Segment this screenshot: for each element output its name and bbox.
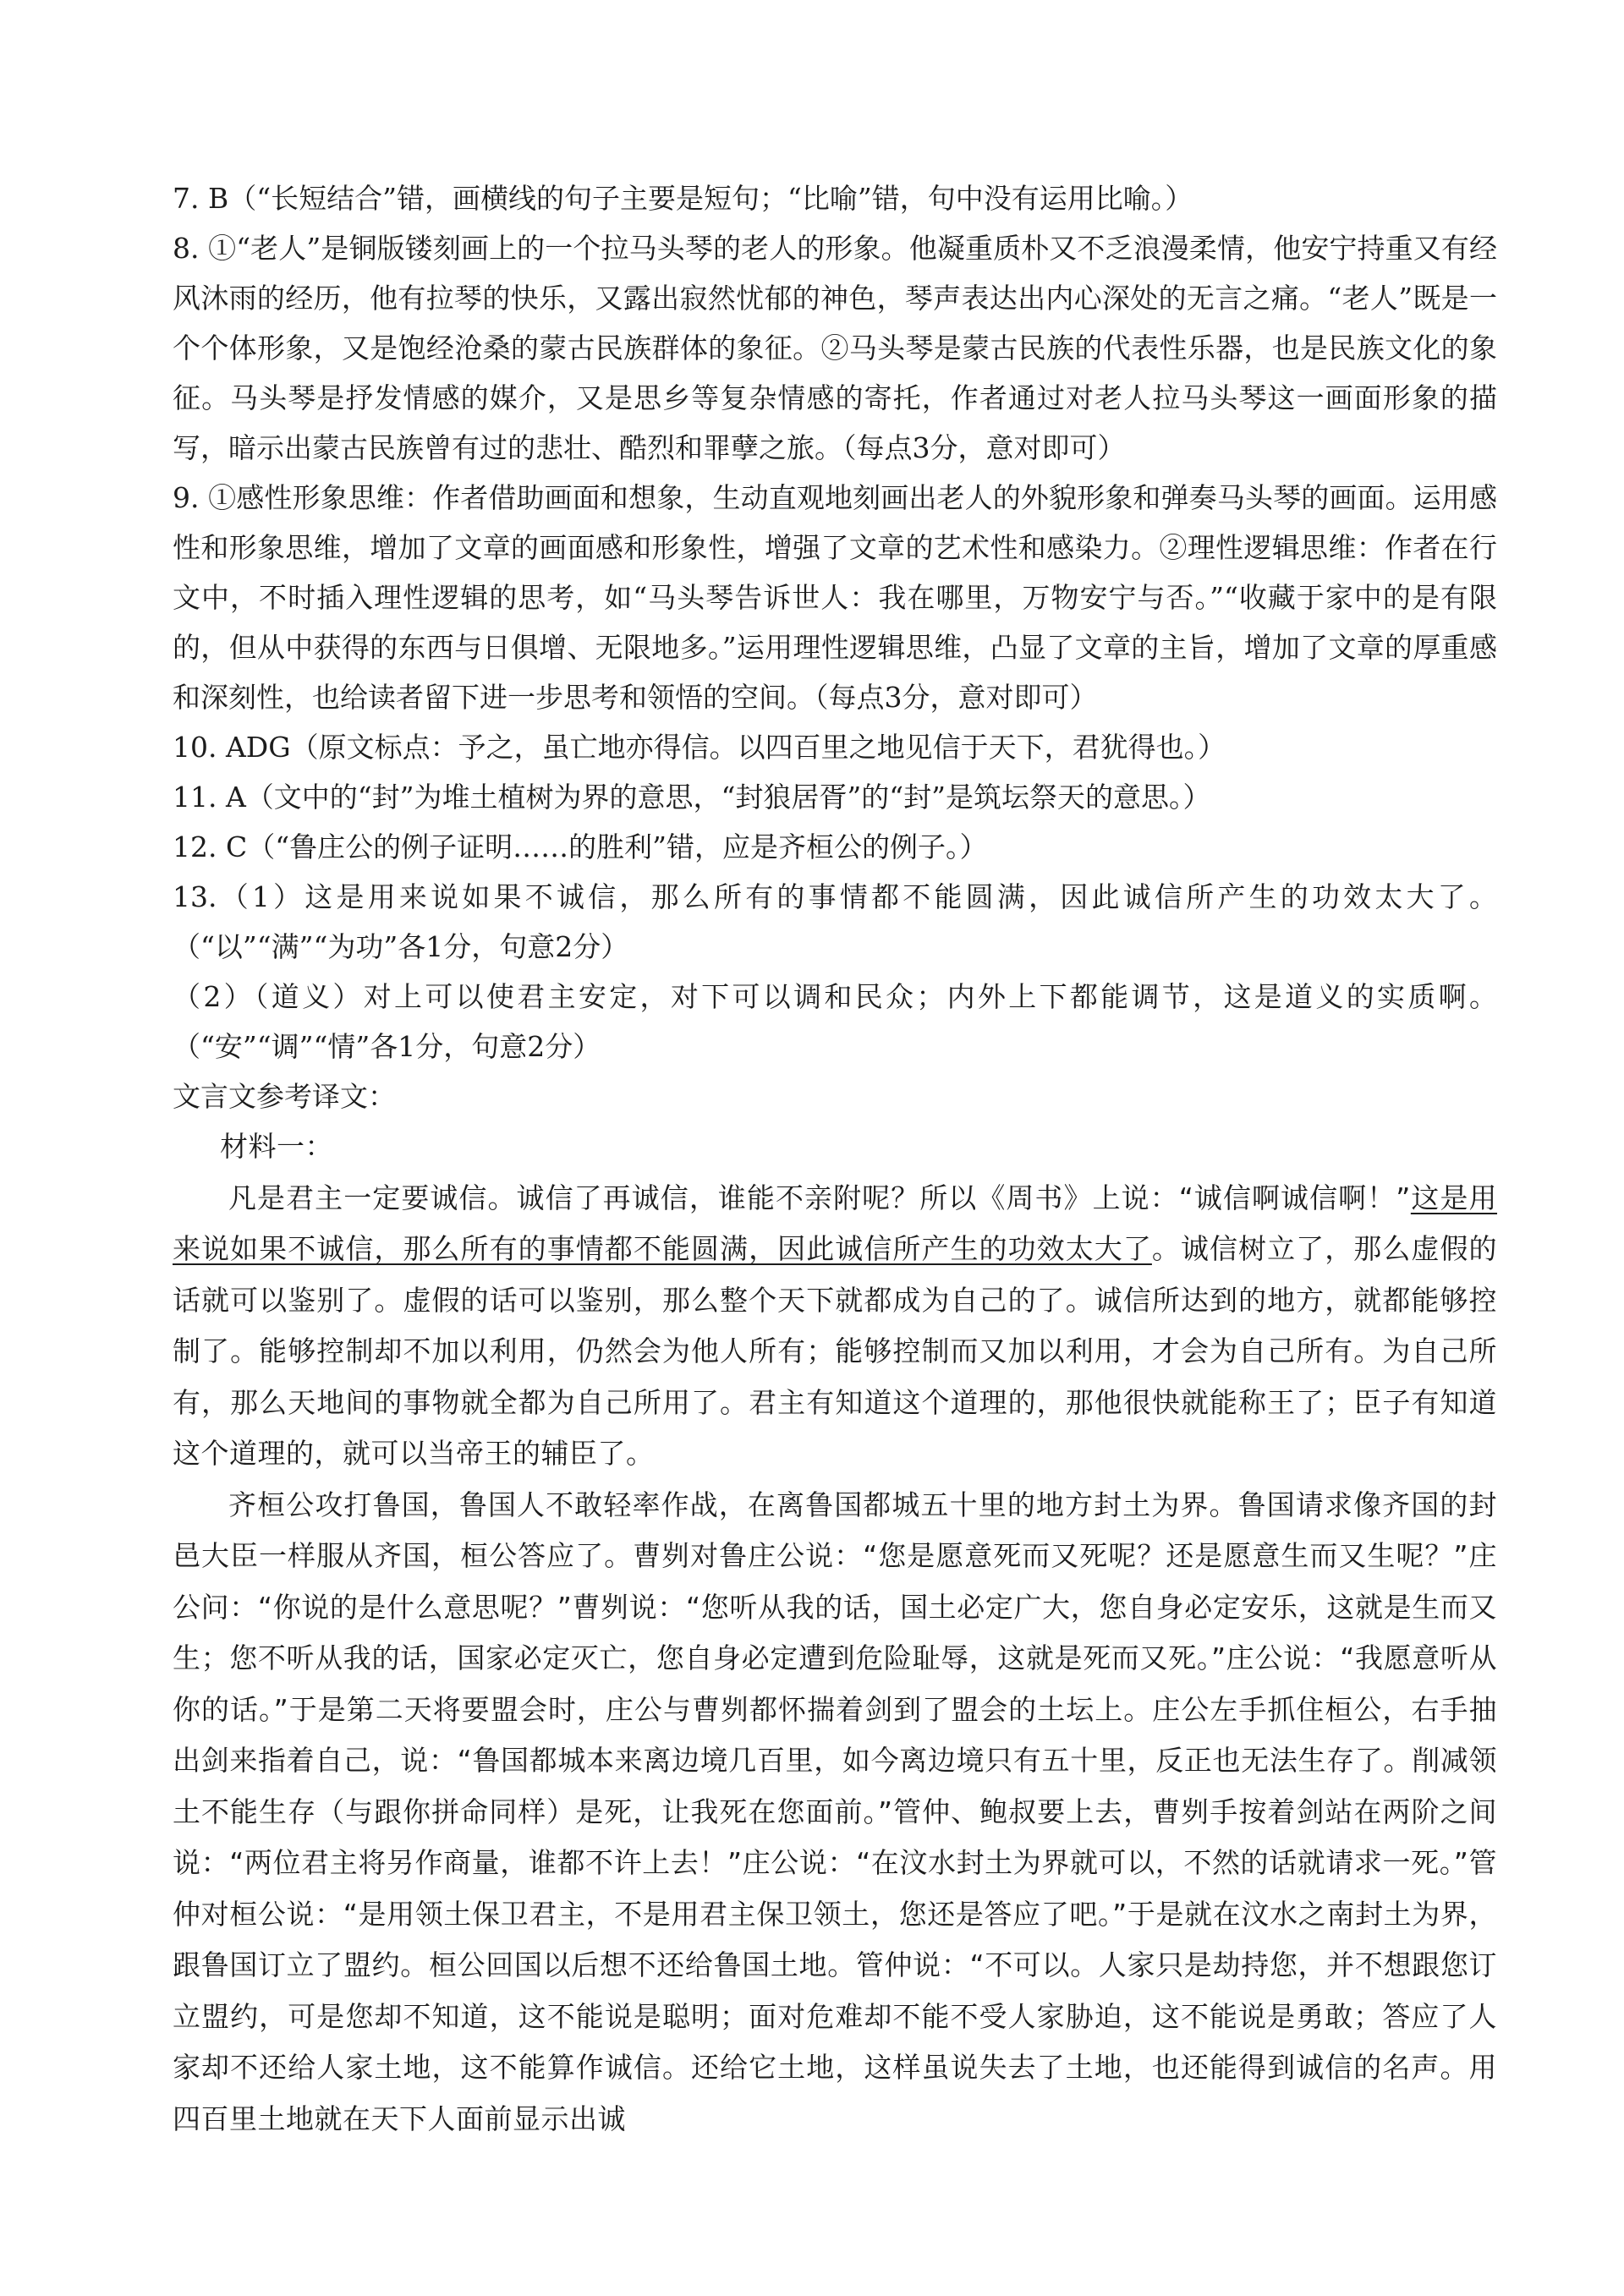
answer-7: 7. B（“长短结合”错，画横线的句子主要是短句；“比喻”错，句中没有运用比喻。） <box>173 182 1193 215</box>
answer-13-part-1: 13.（1）这是用来说如果不诚信，那么所有的事情都不能圆满，因此诚信所产生的功效太大了。（“以”“满”“为功”各1分，句意2分） <box>173 880 1497 963</box>
translation-paragraph-2: 齐桓公攻打鲁国，鲁国人不敢轻率作战，在离鲁国都城五十里的地方封土为界。鲁国请求像齐国的封邑大臣一样服从齐国，桓公答应了。曹刿对鲁庄公说：“您是愿意死而又死呢？还是愿意生而又生呢？”庄公问：“你说的是什么意思呢？”曹刿说：“您听从我的话，国土必定广大，您自身必定安乐，这就是生而又生；您不听从我的话，国家必定灭亡，您自身必定遭到危险耻辱，这就是死而又死。”庄公说：“我愿意听从你的话。”于是第二天将要盟会时，庄公与曹刿都怀揣着剑到了盟会的土坛上。庄公左手抓住桓公，右手抽出剑来指着自己，说：“鲁国都城本来离边境几百里，如今离边境只有五十里，反正也无法生存了。削减领土不能生存（与跟你拼命同样）是死，让我死在您面前。”管仲、鲍叔要上去，曹刿手按着剑站在两阶之间说：“两位君主将另作商量，谁都不许上去！”庄公说：“在汶水封土为界就可以，不然的话就请求一死。”管仲对桓公说：“是用领土保卫君主，不是用君主保卫领土，您还是答应了吧。”于是就在汶水之南封土为界，跟鲁国订立了盟约。桓公回国以后想不还给鲁国土地。管仲说：“不可以。人家只是劫持您，并不想跟您订立盟约，可是您却不知道，这不能说是聪明；面对危难却不能不受人家胁迫，这不能说是勇敢；答应了人家却不还给人家土地，这不能算作诚信。还给它土地，这样虽说失去了土地，也还能得到诚信的名声。用四百里土地就在天下人面前显示出诚 <box>173 1488 1497 2135</box>
answer-12: 12. C（“鲁庄公的例子证明……的胜利”错，应是齐桓公的例子。） <box>173 830 988 863</box>
answer-9: 9. ①感性形象思维：作者借助画面和想象，生动直观地刻画出老人的外貌形象和弹奏马头琴的画面。运用感性和形象思维，增加了文章的画面感和形象性，增强了文章的艺术性和感染力。②理性逻辑思维：作者在行文中，不时插入理性逻辑的思考，如“马头琴告诉世人：我在哪里，万物安宁与否。”“收藏于家中的是有限的，但从中获得的东西与日俱增、无限地多。”运用理性逻辑思维，凸显了文章的主旨，增加了文章的厚重感和深刻性，也给读者留下进一步思考和领悟的空间。（每点3分，意对即可） <box>173 481 1497 714</box>
answer-section <box>173 173 1497 1121</box>
underlined-sentence: 这是用来说如果不诚信，那么所有的事情都不能圆满，因此诚信所产生的功效太大了 <box>173 1181 1498 1265</box>
material-label: 材料一： <box>220 1130 333 1163</box>
answer-8: 8. ①“老人”是铜版镂刻画上的一个拉马头琴的老人的形象。他凝重质朴又不乏浪漫柔情，他安宁持重又有经风沐雨的经历，他有拉琴的快乐，又露出寂然忧郁的神色，琴声表达出内心深处的无言之痛。“老人”既是一个个体形象，又是饱经沧桑的蒙古民族群体的象征。②马头琴是蒙古民族的代表性乐器，也是民族文化的象征。马头琴是抒发情感的媒介，又是思乡等复杂情感的寄托，作者通过对老人拉马头琴这一画面形象的描写，暗示出蒙古民族曾有过的悲壮、酷烈和罪孽之旅。（每点3分，意对即可） <box>173 232 1497 464</box>
translation-paragraph-1 <box>173 1173 1497 1480</box>
answer-13-part-2: （2）（道义）对上可以使君主安定，对下可以调和民众；内外上下都能调节，这是道义的实质啊。（“安”“调”“情”各1分，句意2分） <box>173 980 1497 1063</box>
answer-10: 10. ADG（原文标点：予之，虽亡地亦得信。以四百里之地见信于天下，君犹得也。） <box>173 731 1226 764</box>
paragraph-1-text-after: 。诚信树立了，那么虚假的话就可以鉴别了。虚假的话可以鉴别，那么整个天下就都成为自己的了。诚信所达到的地方，就都能够控制了。能够控制却不加以利用，仍然会为他人所有；能够控制而又加以利用，才会为自己所有。为自己所有，那么天地间的事物就全都为自己所用了。君主有知道这个道理的，那他很快就能称王了；臣子有知道这个道理的，就可以当帝王的辅臣了。 <box>173 1232 1498 1470</box>
translation-section <box>173 1121 1497 2145</box>
translation-heading: 文言文参考译文： <box>173 1080 396 1113</box>
answer-11: 11. A（文中的“封”为堆土植树为界的意思，“封狼居胥”的“封”是筑坛祭天的意思。） <box>173 781 1211 814</box>
paragraph-1-text-before: 凡是君主一定要诚信。诚信了再诚信，谁能不亲附呢？所以《周书》上说：“诚信啊诚信啊！” <box>228 1181 1411 1214</box>
